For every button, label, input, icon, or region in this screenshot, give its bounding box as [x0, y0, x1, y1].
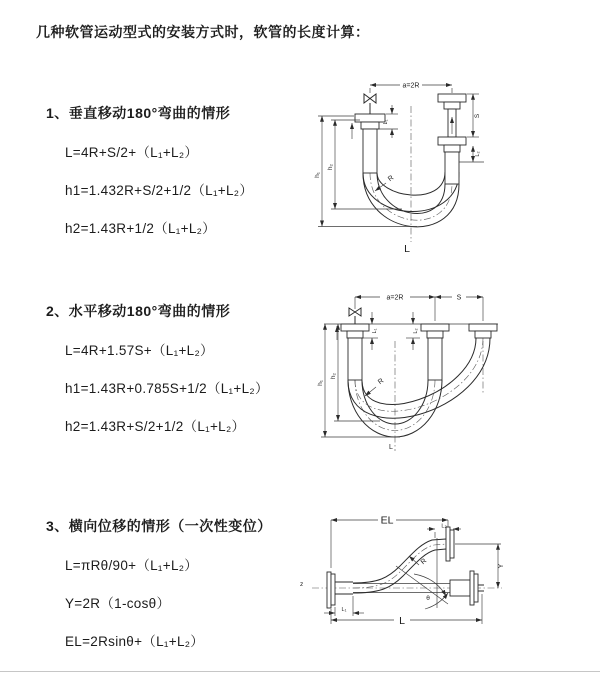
diagram-3-drawing: [298, 508, 598, 663]
formula-line: h1=1.43R+0.785S+1/2（L₁+L₂）: [65, 381, 269, 396]
formula-line: L=4R+S/2+（L₁+L₂）: [65, 145, 199, 160]
dim-label-h2: h₂: [327, 163, 334, 171]
dim-label-l: L: [399, 615, 405, 627]
page-bottom-edge: [0, 671, 600, 672]
angle-theta: [396, 538, 448, 609]
upper-flange: [446, 527, 501, 561]
diagram-horizontal-movement: [310, 283, 600, 473]
dim-y: [498, 544, 505, 588]
dim-l2: [459, 146, 484, 162]
formula-line: h2=1.43R+1/2（L₁+L₂）: [65, 221, 216, 236]
hose-s-curve: [353, 539, 446, 593]
dim-label-s: S: [456, 294, 462, 302]
length-label: L: [404, 243, 410, 255]
dim-label-s: S: [474, 113, 481, 119]
dim-s: [467, 94, 481, 137]
section-lateral-displacement: [46, 516, 326, 650]
diagram-vertical-movement: [312, 72, 590, 267]
dim-el: [331, 515, 448, 569]
braid-section: [363, 129, 377, 173]
dim-label-h1: h₁: [314, 172, 321, 178]
moving-end-position2: [469, 324, 497, 338]
moving-end-position1: [421, 324, 449, 380]
section-horizontal-movement: [46, 301, 326, 435]
formula-line: L=πRθ/90+（L₁+L₂）: [65, 558, 199, 573]
formula-line: Y=2R（1-cosθ）: [65, 596, 171, 611]
dim-label-a2r: a=2R: [386, 294, 404, 302]
dim-label-h1: h₁: [317, 380, 324, 386]
dim-label-l2: L₂: [441, 523, 447, 530]
dim-s: [435, 295, 483, 322]
dim-label-l1: L₁: [383, 119, 389, 125]
section-3-heading: 3、横向位移的情形（一次性变位）: [46, 518, 272, 534]
left-flange: [327, 572, 353, 608]
valve-icon: [349, 308, 361, 316]
braid-section: [445, 152, 459, 184]
axis-z-label: z: [300, 581, 304, 588]
fixed-end-pipe: [341, 308, 369, 380]
dim-label-l2: L₂: [413, 328, 419, 334]
moving-end-pipe: [438, 94, 466, 184]
dim-a2r: [370, 83, 452, 94]
dim-label-l1: L₁: [372, 328, 378, 334]
angle-label: θ: [426, 595, 430, 602]
radius-label: R: [419, 557, 429, 567]
section-1-heading: 1、垂直移动180°弯曲的情形: [46, 105, 231, 121]
dim-label-el: EL: [380, 514, 394, 527]
diagram-1-drawing: [312, 72, 590, 262]
dim-label-l1: L₁: [341, 607, 347, 613]
dim-l: [331, 594, 482, 627]
dim-label-y: Y: [498, 563, 505, 569]
formula-line: EL=2Rsinθ+（L₁+L₂）: [65, 634, 205, 649]
section-2-heading: 2、水平移动180°弯曲的情形: [46, 303, 231, 319]
radius-label: R: [377, 377, 386, 387]
diagram-2-drawing: [310, 283, 600, 468]
dim-a2r: [355, 295, 435, 322]
page-title: 几种软管运动型式的安装方式时，软管的长度计算：: [36, 24, 370, 40]
fixed-end-pipe: [355, 94, 385, 173]
valve-icon: [364, 94, 376, 103]
formula-line: h1=1.432R+S/2+1/2（L₁+L₂）: [65, 183, 254, 198]
radius-label: R: [387, 174, 396, 184]
radius-callout: [409, 556, 428, 566]
dim-label-h2: h₂: [330, 372, 337, 380]
dim-l2: [406, 312, 420, 350]
formula-line: h2=1.43R+S/2+1/2（L₁+L₂）: [65, 419, 246, 434]
formula-line: L=4R+1.57S+（L₁+L₂）: [65, 343, 214, 358]
length-label: L: [389, 444, 393, 451]
dim-label-l2: L₂: [475, 151, 481, 157]
braid-section: [348, 338, 362, 380]
radius-callout: [365, 377, 385, 396]
hose-u-bend-position2: [348, 338, 490, 418]
dim-l2: [427, 524, 461, 539]
dim-label-a2r: a=2R: [402, 82, 420, 90]
section-vertical-movement: [46, 103, 326, 237]
braid-section: [428, 338, 442, 380]
diagram-lateral-displacement: [298, 508, 598, 668]
